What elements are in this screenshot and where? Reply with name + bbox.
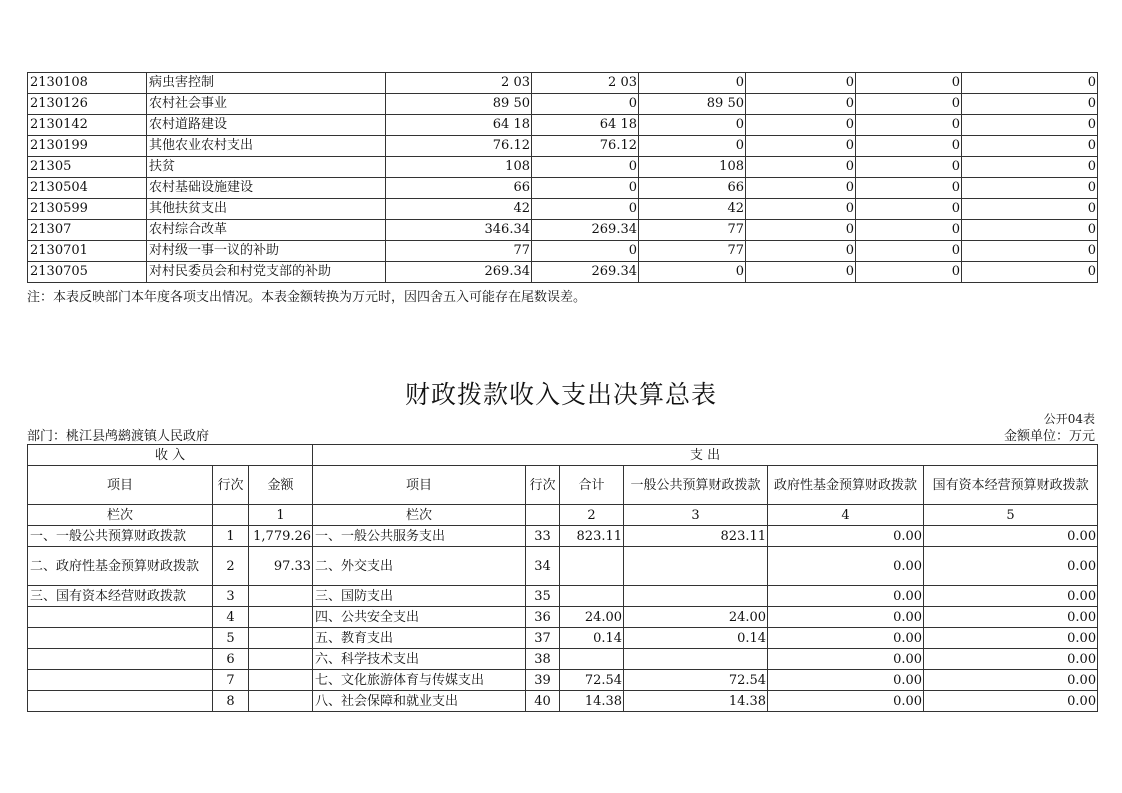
expense-row-no-cell: 34 [526, 547, 560, 586]
income-row-no-cell: 3 [213, 586, 249, 607]
expense-item-cell: 六、科学技术支出 [313, 649, 526, 670]
name-cell: 农村综合改革 [147, 220, 386, 241]
amount-cell: 0 [746, 157, 856, 178]
table-row [28, 607, 1098, 628]
table-row [28, 649, 1098, 670]
amount-cell: 0 [856, 115, 962, 136]
code-cell: 2130701 [28, 241, 147, 262]
income-item-cell [28, 628, 213, 649]
income-item-header: 项目 [28, 466, 213, 505]
name-cell: 病虫害控制 [147, 73, 386, 94]
gov-fund-cell: 0.00 [768, 586, 924, 607]
gov-fund-cell: 0.00 [768, 547, 924, 586]
table-row [28, 157, 1098, 178]
table-row [28, 691, 1098, 712]
amount-cell: 269.34 [532, 262, 639, 283]
amount-cell: 42 [386, 199, 532, 220]
amount-cell: 0 [962, 157, 1098, 178]
state-capital-cell: 0.00 [924, 649, 1098, 670]
gov-fund-cell: 0.00 [768, 607, 924, 628]
code-cell: 2130705 [28, 262, 147, 283]
expense-item-cell: 八、社会保障和就业支出 [313, 691, 526, 712]
general-budget-header: 一般公共预算财政拨款 [624, 466, 768, 505]
expense-item-header: 项目 [313, 466, 526, 505]
amount-cell: 0 [746, 73, 856, 94]
table-row [28, 199, 1098, 220]
amount-cell: 0 [962, 241, 1098, 262]
gov-fund-cell: 0.00 [768, 691, 924, 712]
code-cell: 2130142 [28, 115, 147, 136]
expense-row-no-cell: 39 [526, 670, 560, 691]
amount-cell: 77 [386, 241, 532, 262]
general-budget-cell: 24.00 [624, 607, 768, 628]
expense-item-cell: 三、国防支出 [313, 586, 526, 607]
amount-cell: 0 [746, 115, 856, 136]
expense-item-cell: 四、公共安全支出 [313, 607, 526, 628]
amount-cell: 0 [746, 178, 856, 199]
name-cell: 农村社会事业 [147, 94, 386, 115]
income-amount-cell [249, 691, 313, 712]
amount-cell: 66 [386, 178, 532, 199]
amount-cell: 0 [746, 262, 856, 283]
amount-cell: 0 [856, 220, 962, 241]
col-label-2: 栏次 [313, 505, 526, 526]
amount-cell: 0 [639, 136, 746, 157]
code-cell: 2130199 [28, 136, 147, 157]
income-amount-cell [249, 670, 313, 691]
amount-cell: 0 [532, 199, 639, 220]
state-capital-cell: 0.00 [924, 586, 1098, 607]
income-row-no-header: 行次 [213, 466, 249, 505]
general-budget-cell [624, 547, 768, 586]
amount-cell: 0 [532, 178, 639, 199]
amount-cell: 2 03 [532, 73, 639, 94]
amount-cell: 77 [639, 241, 746, 262]
amount-cell: 64 18 [386, 115, 532, 136]
form-code: 公开04表 [1043, 412, 1095, 426]
expense-item-cell: 一、一般公共服务支出 [313, 526, 526, 547]
state-capital-cell: 0.00 [924, 691, 1098, 712]
income-row-no-cell: 8 [213, 691, 249, 712]
name-cell: 农村道路建设 [147, 115, 386, 136]
amount-cell: 0 [639, 73, 746, 94]
expense-row-no-cell: 40 [526, 691, 560, 712]
amount-cell: 89 50 [639, 94, 746, 115]
expense-row-no-cell: 33 [526, 526, 560, 547]
amount-cell: 0 [856, 241, 962, 262]
expenditure-detail-body [28, 73, 1098, 283]
code-cell: 21307 [28, 220, 147, 241]
income-item-cell [28, 670, 213, 691]
header-row-column-index [28, 505, 1098, 526]
state-capital-cell: 0.00 [924, 547, 1098, 586]
general-budget-cell: 823.11 [624, 526, 768, 547]
general-budget-cell: 14.38 [624, 691, 768, 712]
table-row [28, 547, 1098, 586]
amount-cell: 346.34 [386, 220, 532, 241]
col-index-3: 3 [624, 505, 768, 526]
state-capital-cell: 0.00 [924, 628, 1098, 649]
code-cell: 2130504 [28, 178, 147, 199]
col-index-1: 1 [249, 505, 313, 526]
expense-header: 支 出 [313, 445, 1098, 466]
total-cell: 14.38 [560, 691, 624, 712]
table-row [28, 586, 1098, 607]
income-amount-cell: 97.33 [249, 547, 313, 586]
amount-cell: 0 [856, 178, 962, 199]
state-capital-cell: 0.00 [924, 526, 1098, 547]
empty-cell [526, 505, 560, 526]
state-capital-cell: 0.00 [924, 670, 1098, 691]
gov-fund-cell: 0.00 [768, 649, 924, 670]
table-row [28, 136, 1098, 157]
expense-row-no-cell: 38 [526, 649, 560, 670]
income-row-no-cell: 6 [213, 649, 249, 670]
empty-cell [213, 505, 249, 526]
table-row [28, 241, 1098, 262]
department-label: 部门：桃江县鸬鹚渡镇人民政府 [27, 429, 210, 444]
amount-cell: 0 [639, 115, 746, 136]
income-amount-header: 金额 [249, 466, 313, 505]
gov-fund-cell: 0.00 [768, 628, 924, 649]
income-amount-cell [249, 649, 313, 670]
expense-row-no-cell: 36 [526, 607, 560, 628]
income-row-no-cell: 5 [213, 628, 249, 649]
table-row [28, 73, 1098, 94]
amount-cell: 76.12 [532, 136, 639, 157]
amount-cell: 0 [746, 136, 856, 157]
table-row [28, 628, 1098, 649]
amount-cell: 0 [962, 115, 1098, 136]
table-row [28, 178, 1098, 199]
amount-cell: 0 [962, 262, 1098, 283]
income-amount-cell: 1,779.26 [249, 526, 313, 547]
amount-cell: 0 [962, 199, 1098, 220]
amount-cell: 0 [962, 73, 1098, 94]
amount-cell: 0 [532, 241, 639, 262]
col-index-5: 5 [924, 505, 1098, 526]
name-cell: 其他农业农村支出 [147, 136, 386, 157]
total-cell: 823.11 [560, 526, 624, 547]
amount-cell: 0 [532, 94, 639, 115]
state-capital-header: 国有资本经营预算财政拨款 [924, 466, 1098, 505]
amount-cell: 0 [856, 73, 962, 94]
expense-item-cell: 五、教育支出 [313, 628, 526, 649]
table-row [28, 670, 1098, 691]
amount-cell: 0 [856, 157, 962, 178]
amount-cell: 42 [639, 199, 746, 220]
income-item-cell: 一、一般公共预算财政拨款 [28, 526, 213, 547]
table-row [28, 262, 1098, 283]
table-row [28, 94, 1098, 115]
name-cell: 其他扶贫支出 [147, 199, 386, 220]
gov-fund-cell: 0.00 [768, 670, 924, 691]
amount-cell: 0 [962, 94, 1098, 115]
name-cell: 农村基础设施建设 [147, 178, 386, 199]
col-index-2: 2 [560, 505, 624, 526]
total-header: 合计 [560, 466, 624, 505]
amount-cell: 0 [856, 262, 962, 283]
amount-cell: 0 [746, 199, 856, 220]
code-cell: 2130108 [28, 73, 147, 94]
table-row [28, 115, 1098, 136]
col-label: 栏次 [28, 505, 213, 526]
summary-body [28, 445, 1098, 712]
amount-cell: 76.12 [386, 136, 532, 157]
income-item-cell: 二、政府性基金预算财政拨款 [28, 547, 213, 586]
expense-row-no-header: 行次 [526, 466, 560, 505]
income-amount-cell [249, 628, 313, 649]
page-title: 财政拨款收入支出决算总表 [404, 380, 717, 409]
total-cell [560, 649, 624, 670]
expenditure-detail-table [27, 72, 1098, 283]
appropriation-summary-table [27, 444, 1098, 712]
income-header: 收 入 [28, 445, 313, 466]
code-cell: 21305 [28, 157, 147, 178]
total-cell: 0.14 [560, 628, 624, 649]
table-note: 注：本表反映部门本年度各项支出情况。本表金额转换为万元时，因四舍五入可能存在尾数误差。 [27, 290, 587, 305]
total-cell [560, 547, 624, 586]
amount-cell: 0 [962, 136, 1098, 157]
amount-cell: 66 [639, 178, 746, 199]
name-cell: 对村级一事一议的补助 [147, 241, 386, 262]
expense-row-no-cell: 35 [526, 586, 560, 607]
amount-cell: 0 [746, 220, 856, 241]
general-budget-cell: 0.14 [624, 628, 768, 649]
unit-label: 金额单位：万元 [1003, 429, 1095, 444]
amount-cell: 0 [639, 262, 746, 283]
amount-cell: 0 [856, 136, 962, 157]
amount-cell: 2 03 [386, 73, 532, 94]
income-row-no-cell: 1 [213, 526, 249, 547]
state-capital-cell: 0.00 [924, 607, 1098, 628]
amount-cell: 0 [746, 241, 856, 262]
total-cell [560, 586, 624, 607]
income-item-cell: 三、国有资本经营财政拨款 [28, 586, 213, 607]
amount-cell: 0 [746, 94, 856, 115]
income-row-no-cell: 4 [213, 607, 249, 628]
income-item-cell [28, 607, 213, 628]
income-amount-cell [249, 586, 313, 607]
code-cell: 2130599 [28, 199, 147, 220]
expense-row-no-cell: 37 [526, 628, 560, 649]
total-cell: 24.00 [560, 607, 624, 628]
amount-cell: 0 [962, 178, 1098, 199]
income-row-no-cell: 2 [213, 547, 249, 586]
amount-cell: 77 [639, 220, 746, 241]
table-row [28, 220, 1098, 241]
gov-fund-cell: 0.00 [768, 526, 924, 547]
general-budget-cell: 72.54 [624, 670, 768, 691]
header-row-columns [28, 466, 1098, 505]
amount-cell: 269.34 [386, 262, 532, 283]
total-cell: 72.54 [560, 670, 624, 691]
general-budget-cell [624, 586, 768, 607]
amount-cell: 0 [532, 157, 639, 178]
income-row-no-cell: 7 [213, 670, 249, 691]
header-row-sections [28, 445, 1098, 466]
income-item-cell [28, 649, 213, 670]
code-cell: 2130126 [28, 94, 147, 115]
amount-cell: 0 [962, 220, 1098, 241]
table-row [28, 526, 1098, 547]
expense-item-cell: 二、外交支出 [313, 547, 526, 586]
income-amount-cell [249, 607, 313, 628]
amount-cell: 0 [856, 94, 962, 115]
amount-cell: 108 [386, 157, 532, 178]
amount-cell: 269.34 [532, 220, 639, 241]
amount-cell: 108 [639, 157, 746, 178]
name-cell: 扶贫 [147, 157, 386, 178]
amount-cell: 64 18 [532, 115, 639, 136]
col-index-4: 4 [768, 505, 924, 526]
amount-cell: 89 50 [386, 94, 532, 115]
income-item-cell [28, 691, 213, 712]
general-budget-cell [624, 649, 768, 670]
amount-cell: 0 [856, 199, 962, 220]
gov-fund-header: 政府性基金预算财政拨款 [768, 466, 924, 505]
expense-item-cell: 七、文化旅游体育与传媒支出 [313, 670, 526, 691]
name-cell: 对村民委员会和村党支部的补助 [147, 262, 386, 283]
